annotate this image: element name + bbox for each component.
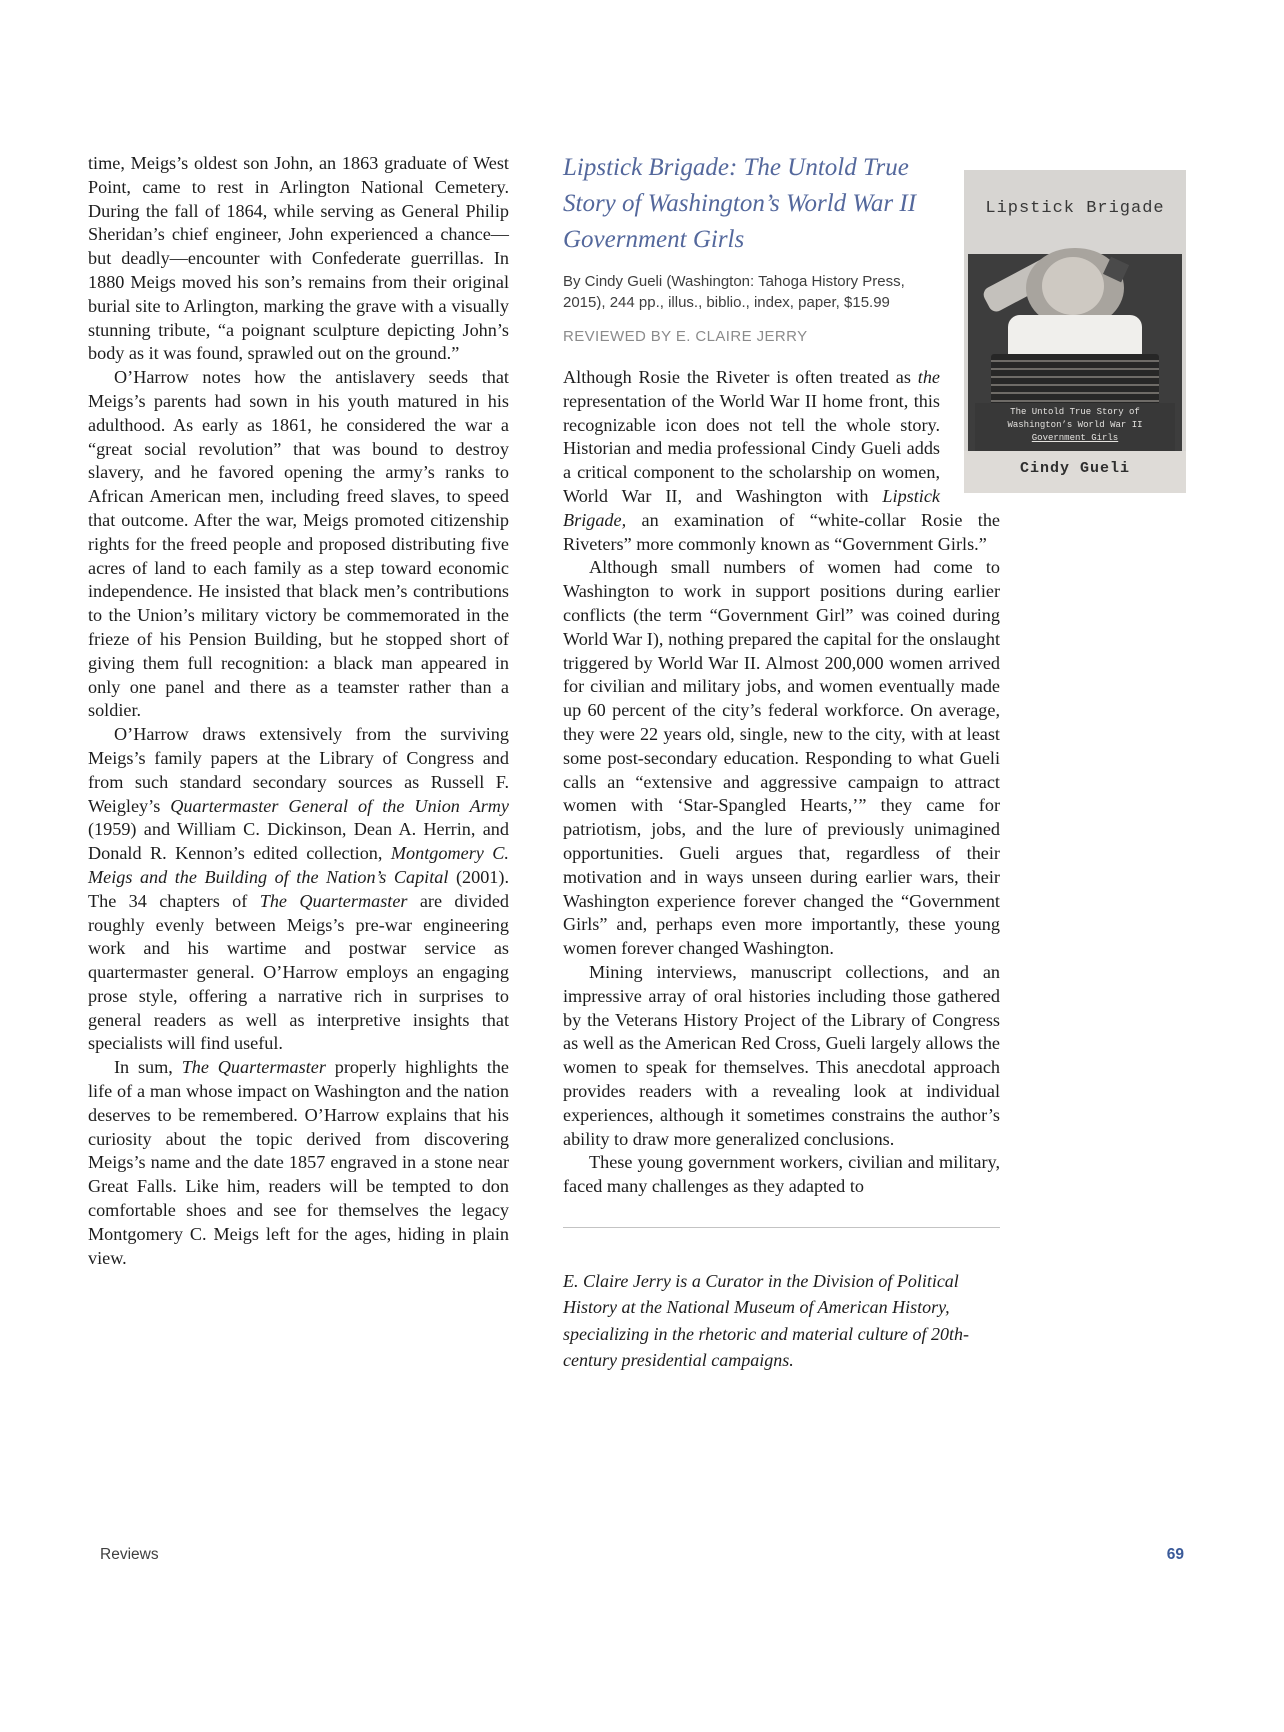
cover-subtitle-line: The Untold True Story of [1010, 407, 1140, 418]
review-byline: By Cindy Gueli (Washington: Tahoga History Press, 2015), 244 pp., illus., biblio., index, paper, $15.99 [563, 273, 905, 311]
woman-face-illustration [1042, 257, 1104, 315]
cover-subtitle [975, 406, 1175, 445]
cover-subtitle-line: Government Girls [1031, 433, 1119, 444]
left-column [88, 152, 509, 1270]
footer-section-label: Reviews [100, 1546, 159, 1563]
cover-subtitle-line: Washington’s World War II [1007, 420, 1143, 431]
right-column [563, 150, 1000, 1392]
footer-page-number: 69 [1166, 1546, 1184, 1563]
typewriter-illustration [991, 354, 1160, 406]
cover-subtitle-strip [975, 403, 1175, 451]
reviewer-bio-block [563, 1227, 1000, 1374]
paragraph: O’Harrow notes how the antislavery seeds that Meigs’s parents had sown in his youth matured in his adulthood. As early as 1861, he considered the war a “great social revolution” that was bound to destroy slavery, and he favored opening the army’s ranks to African American men, including freed slaves, to speed that outcome. After the war, Meigs promoted citizenship rights for the freed people and proposed distributing five acres of land to each family as a step toward economic independence. He insisted that black men’s contributions to the Union’s military victory be commemorated in the frieze of his Pension Building, but he stopped short of giving them full recognition: a black man appeared in only one panel and there as a teamster rather than a soldier. [88, 367, 509, 721]
review-reviewer-credit: REVIEWED BY E. CLAIRE JERRY [563, 328, 808, 345]
paragraph: O’Harrow draws extensively from the surviving Meigs’s family papers at the Library of Congress and from such standard secondary sources as Russell F. Weigley’s Quartermaster General of the Union Army (1959) and William C. Dickinson, Dean A. Herrin, and Donald R. Kennon’s edited collection, Montgomery C. Meigs and the Building of the Nation’s Capital (2001). The 34 chapters of The Quartermaster are divided roughly evenly between Meigs’s pre-war engineering work and his wartime and postwar service as quartermaster general. O’Harrow employs an engaging prose style, offering a narrative rich in surprises to general readers as well as interpretive insights that specialists will find useful. [88, 724, 509, 1054]
paragraph: In sum, The Quartermaster properly highlights the life of a man whose impact on Washington and the nation deserves to be remembered. O’Harrow explains that his curiosity about the topic derived from discovering Meigs’s name and the date 1857 engraved in a stone near Great Falls. Like him, readers will be tempted to don comfortable shoes and see for themselves the legacy Montgomery C. Meigs left for the ages, hiding in plain view. [88, 1057, 510, 1268]
cover-title-band [964, 170, 1186, 254]
review-body [563, 366, 1000, 1199]
cover-author-band [964, 451, 1186, 493]
paragraph: These young government workers, civilian and military, faced many challenges as they adapted to [563, 1152, 1000, 1197]
paragraph: Mining interviews, manuscript collections, and an impressive array of oral histories including those gathered by the Veterans History Project of the Library of Congress as well as the American Red Cross, Gueli largely allows the women to speak for themselves. This anecdotal approach provides readers with a revealing look at individual experiences, although it sometimes constrains the author’s ability to draw more generalized conclusions. [563, 961, 1000, 1149]
cover-title: Lipstick Brigade [985, 198, 1165, 218]
paragraph: Although small numbers of women had come to Washington to work in support positions during earlier conflicts (the term “Government Girl” was coined during World War I), nothing prepared the capital for the onslaught triggered by World War II. Almost 200,000 women arrived for civilian and military jobs, and women eventually made up 60 percent of the city’s federal workforce. On average, they were 22 years old, single, new to the city, with at least some post-secondary education. Responding to what Gueli calls an “extensive and aggressive campaign to attract women with ‘Star-Spangled Hearts,’” they came for patriotism, jobs, and the lure of previously unimagined opportunities. Gueli argues that, regardless of their motivation and in ways unseen during earlier wars, their Washington experience forever changed the “Government Girls” and, perhaps even more importantly, these young women forever changed Washington. [563, 557, 1000, 959]
book-cover-image [964, 170, 1186, 493]
reviewer-bio: E. Claire Jerry is a Curator in the Division of Political History at the National Museum of American History, specializing in the rhetoric and material culture of 20th-century presidential campaigns. [563, 1270, 969, 1371]
paragraph: Although Rosie the Riveter is often treated as the representation of the World War II home front, this recognizable icon does not tell the whole story. Historian and media professional Cindy Gueli adds a critical component to the scholarship on women, World War II, and Washington with Lipstick Brigade, an examination of “white-collar Rosie the Riveters” more commonly known as “Government Girls.” [563, 367, 1000, 554]
review-title: Lipstick Brigade: The Untold True Story of Washington’s World War II Government Girls [563, 154, 917, 253]
paragraph: time, Meigs’s oldest son John, an 1863 graduate of West Point, came to rest in Arlington National Cemetery. During the fall of 1864, while serving as General Philip Sheridan’s chief engineer, John experienced a chance—but deadly—encounter with Confederate guerrillas. In 1880 Meigs moved his son’s remains from their original burial site to Arlington, marking the grave with a visually stunning tribute, “a poignant sculpture depicting John’s body as it was found, sprawled out on the ground.” [88, 153, 509, 364]
cover-author: Cindy Gueli [1019, 460, 1131, 478]
